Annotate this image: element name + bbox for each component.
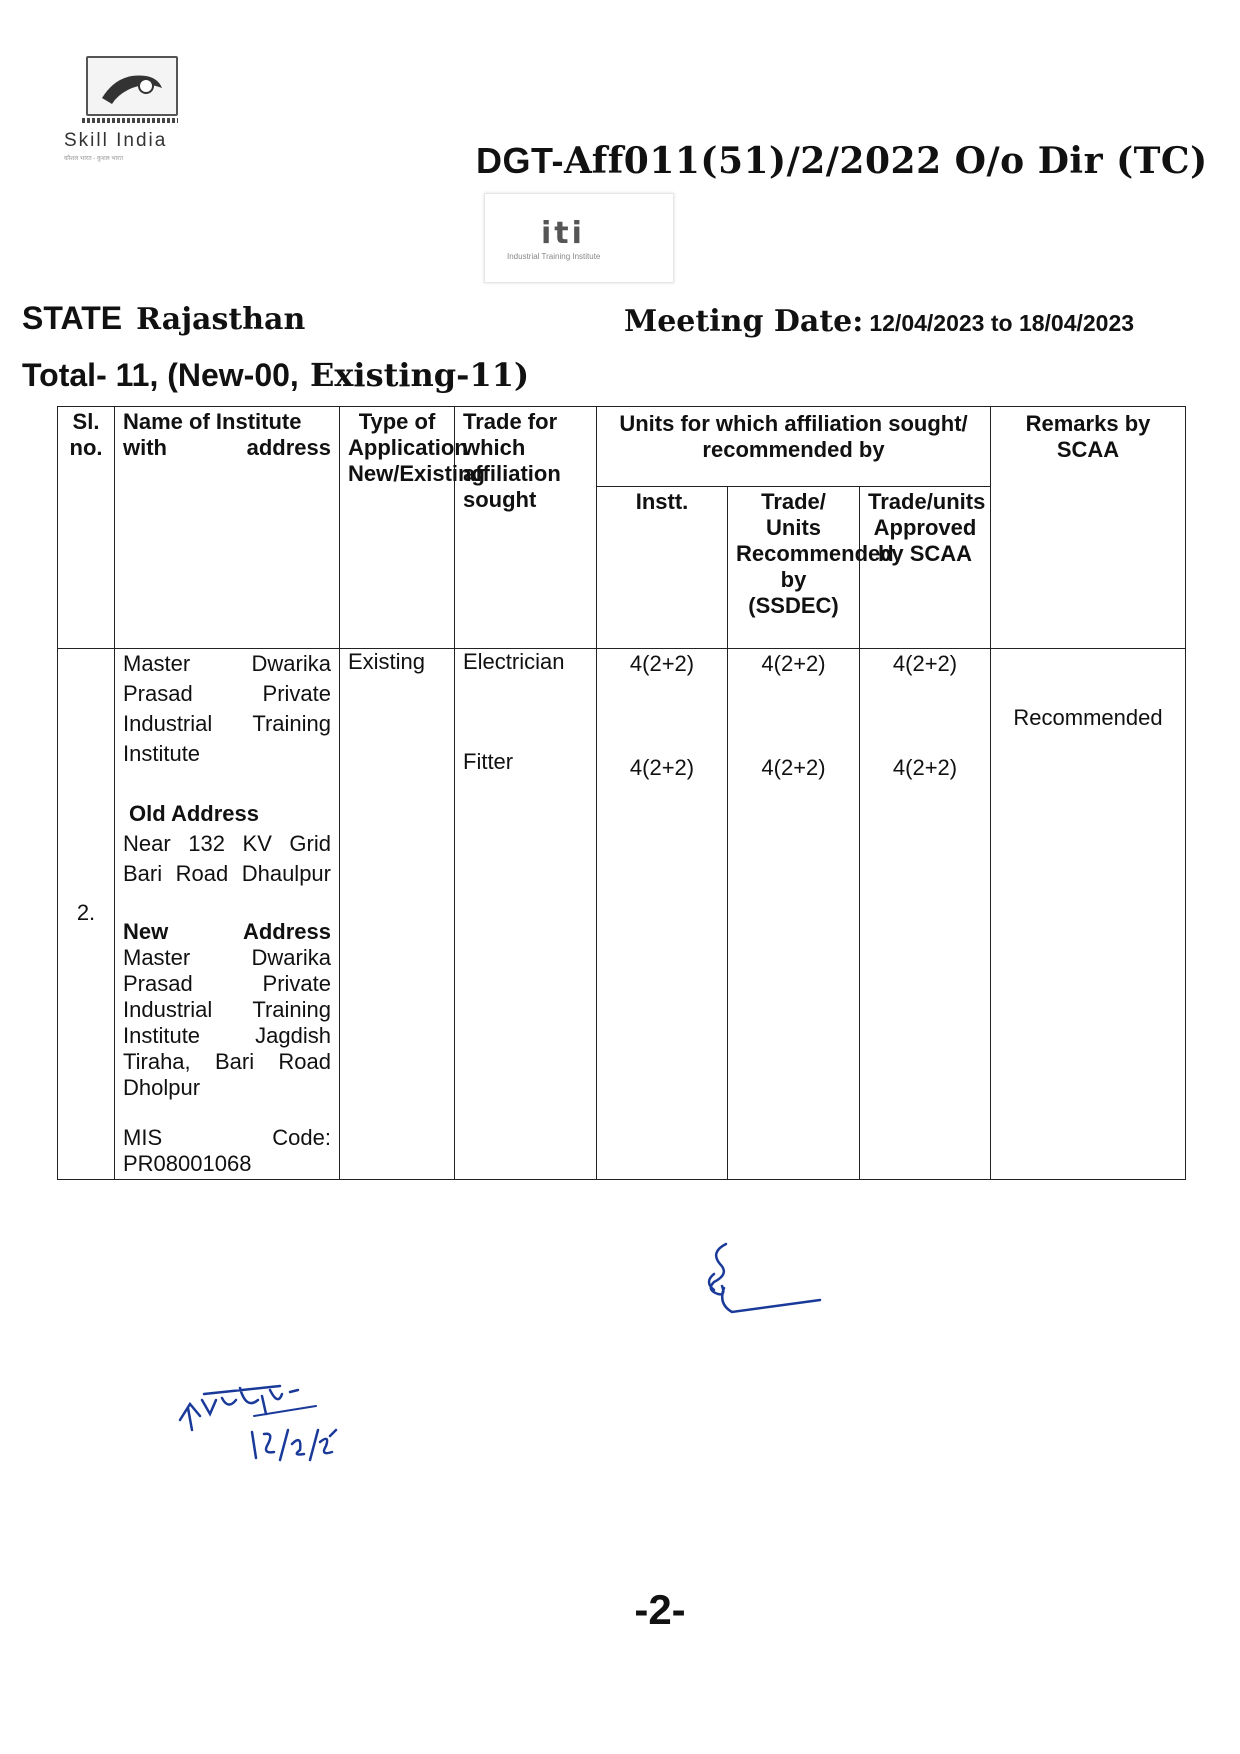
ssdec-electrician: 4(2+2)	[761, 651, 826, 676]
old-address: Near 132 KV Grid Bari Road Dhaulpur	[123, 831, 331, 886]
new-address: Master Dwarika Prasad Private Industrial Training Institute Jagdish Tiraha, Bari Road Dholpur	[123, 945, 331, 1100]
iti-logo-mark: iti	[541, 216, 585, 251]
header-name: Name of Institute with address	[115, 407, 340, 649]
instt-fitter: 4(2+2)	[629, 755, 695, 780]
logo-subtext: कौशल भारत - कुशल भारत	[64, 156, 124, 162]
ref-prefix: DGT-	[476, 140, 564, 181]
logo-text: Skill India	[64, 130, 168, 151]
state-value: Rajasthan	[136, 302, 306, 337]
scaa-electrician: 4(2+2)	[892, 651, 958, 676]
total-line	[22, 356, 529, 394]
page-number: -2-	[634, 1586, 686, 1633]
total-prefix: Total- 11, (New-00,	[22, 357, 299, 393]
monitor-icon	[86, 56, 178, 116]
institute-name: Master Dwarika Prasad Private Industrial Training Institute	[123, 651, 331, 766]
skill-india-logo	[62, 54, 212, 166]
reference-number	[476, 140, 1208, 182]
meeting-value: 12/04/2023 to 18/04/2023	[869, 310, 1135, 336]
total-suffix: Existing-11)	[298, 356, 530, 394]
row-remarks: Recommended	[991, 649, 1186, 1180]
row-instt-cell	[597, 649, 728, 1180]
instt-electrician: 4(2+2)	[629, 651, 695, 676]
header-type: Type of Application New/Existing	[340, 407, 455, 649]
old-address-label: Old Address	[129, 801, 259, 826]
mis-code-label: MIS Code:	[123, 1125, 331, 1150]
row-sl-no: 2.	[58, 649, 115, 1180]
state-label: STATE	[22, 300, 123, 336]
meeting-label: Meeting Date:	[624, 304, 864, 339]
iti-logo	[484, 193, 674, 283]
row-institute-cell	[115, 649, 340, 1180]
header-sl-no: Sl. no.	[58, 407, 115, 649]
trade-fitter: Fitter	[463, 749, 514, 774]
scaa-fitter: 4(2+2)	[892, 755, 958, 780]
header-remarks: Remarks by SCAA	[991, 407, 1186, 649]
header-scaa: Trade/units Approved by SCAA	[860, 487, 991, 649]
initials-signature	[700, 1238, 830, 1318]
new-address-label: New Address	[123, 919, 331, 944]
row-ssdec-cell	[728, 649, 860, 1180]
trade-electrician: Electrician	[463, 649, 565, 674]
header-trade: Trade for which affiliation sought	[455, 407, 597, 649]
header-units: Units for which affiliation sought/ recommended by	[597, 407, 991, 487]
row-type: Existing	[340, 649, 455, 1180]
ref-rest: Aff011(51)/2/2022 O/o Dir (TC)	[564, 140, 1208, 182]
table-row	[58, 649, 1186, 1180]
header-ssdec: Trade/ Units Recommended by (SSDEC)	[728, 487, 860, 649]
ssdec-fitter: 4(2+2)	[761, 755, 826, 780]
row-trade-cell	[455, 649, 597, 1180]
state-line	[22, 300, 305, 337]
handwritten-signature	[170, 1370, 350, 1470]
affiliation-table	[57, 406, 1186, 1180]
row-scaa-cell	[860, 649, 991, 1180]
logo-bars	[82, 118, 178, 123]
mis-code: PR08001068	[123, 1151, 252, 1176]
meeting-date-line	[624, 304, 1134, 339]
header-instt: Instt.	[597, 487, 728, 649]
iti-logo-subtext: Industrial Training Institute	[507, 252, 601, 261]
